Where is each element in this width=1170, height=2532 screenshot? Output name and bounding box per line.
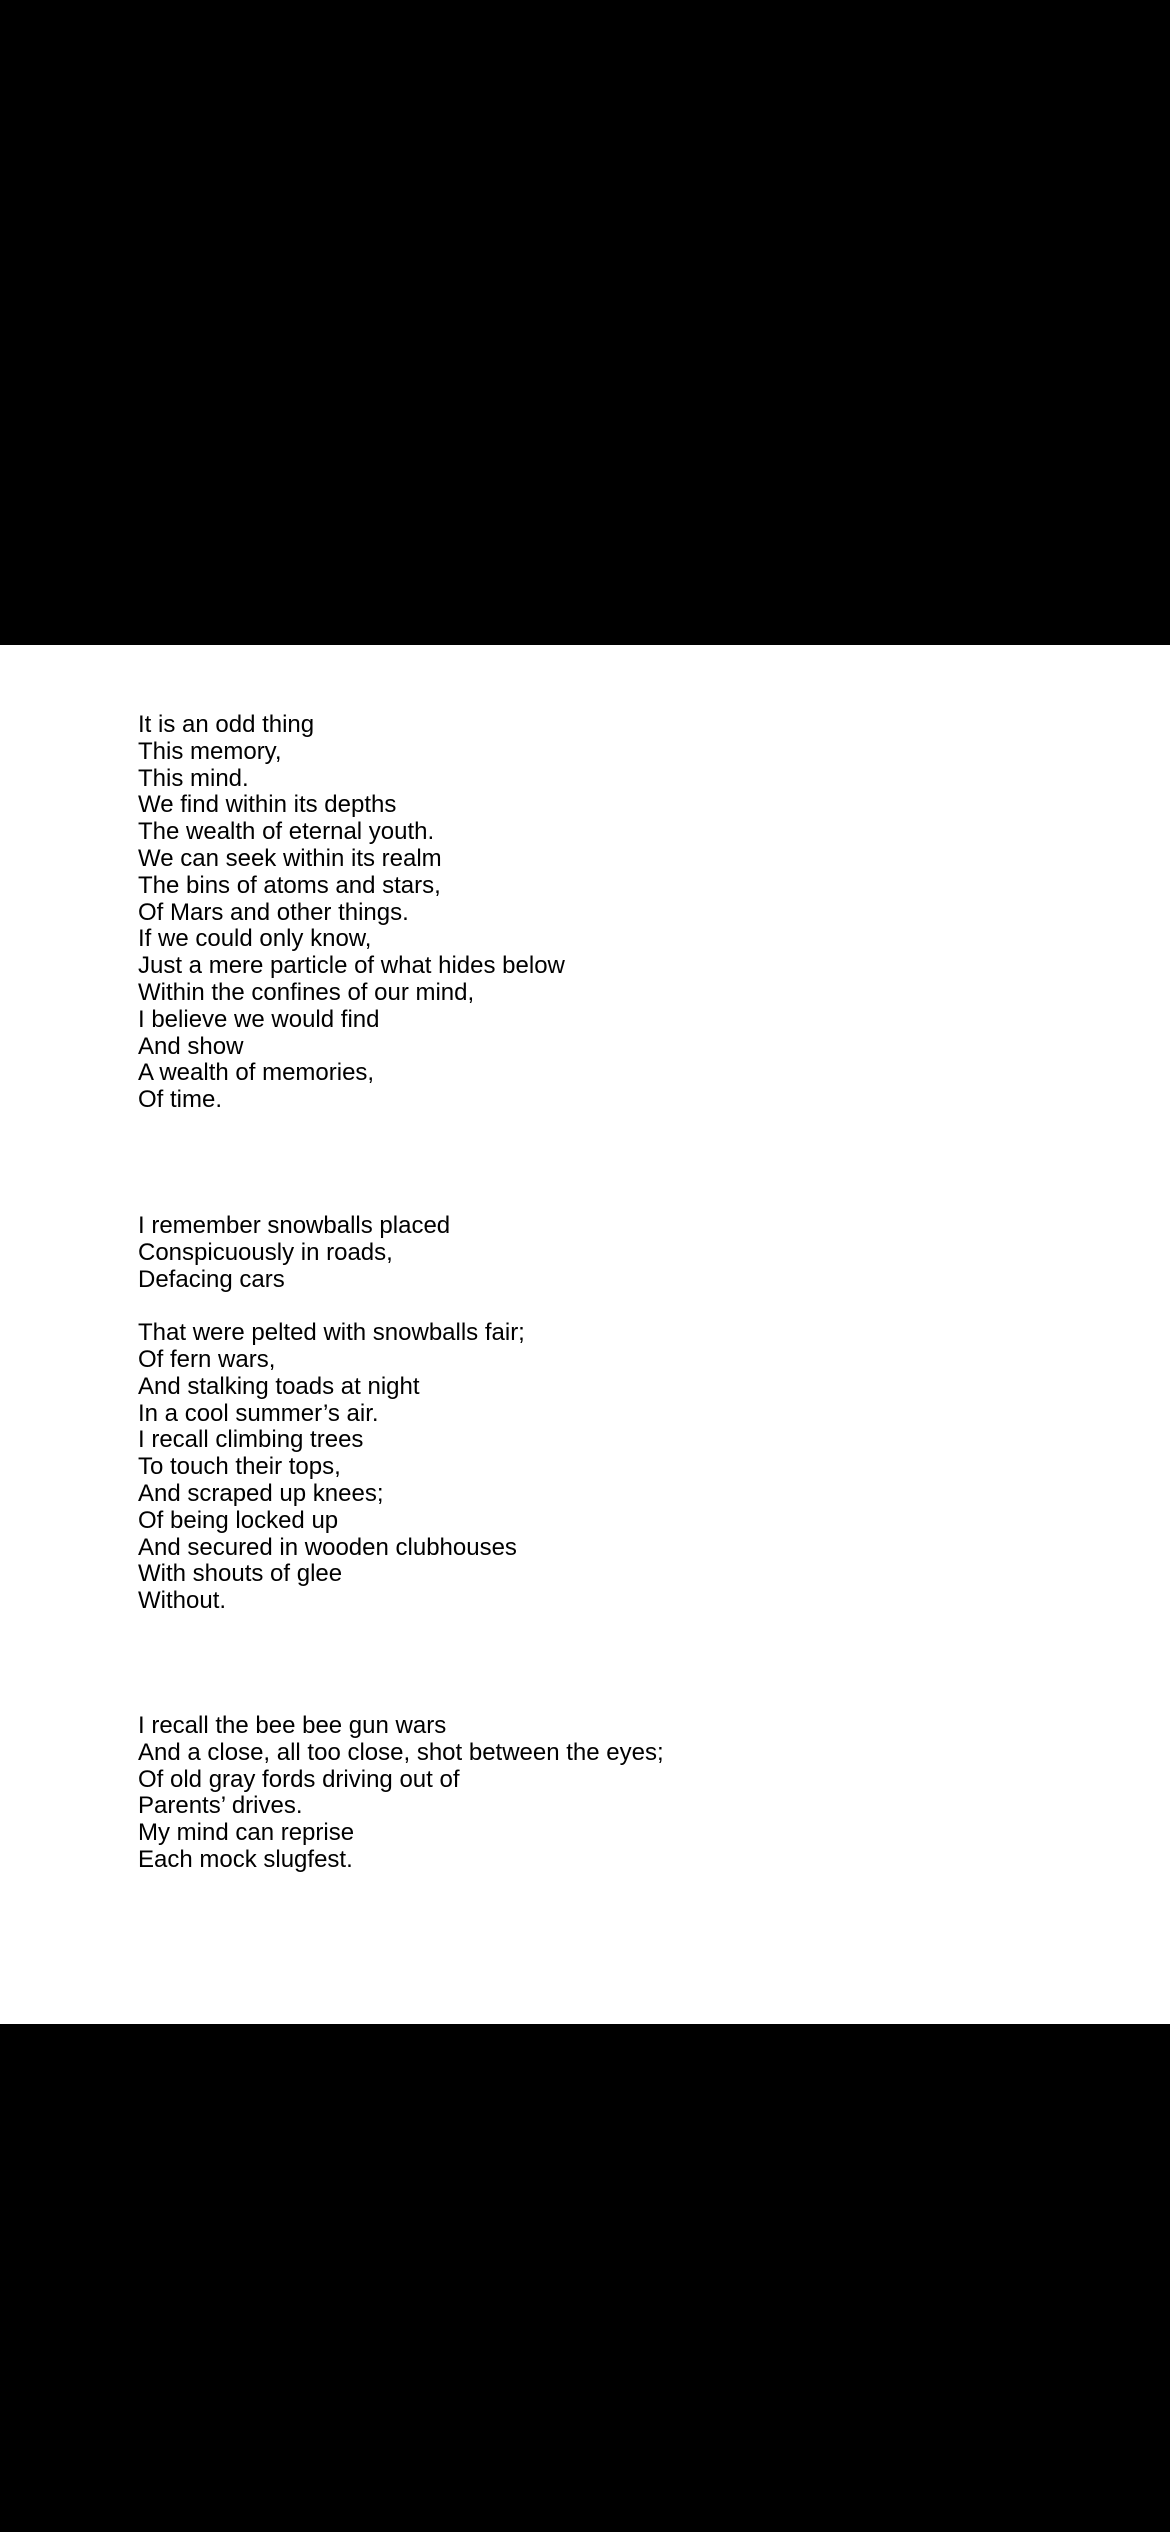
poem-line: And show bbox=[138, 1032, 244, 1060]
poem-line: That were pelted with snowballs fair; bbox=[138, 1319, 525, 1347]
poem-line: And stalking toads at night bbox=[138, 1372, 420, 1400]
poem-line: Within the confines of our mind, bbox=[138, 978, 475, 1006]
poem-line: I recall climbing trees bbox=[138, 1426, 364, 1454]
poem-line: I recall the bee bee gun wars bbox=[138, 1712, 447, 1739]
poem-line: Defacing cars bbox=[138, 1265, 285, 1293]
poem-line: Each mock slugfest. bbox=[138, 1845, 353, 1873]
poem-line: And a close, all too close, shot between the eyes; bbox=[138, 1738, 664, 1766]
poem-line: I believe we would find bbox=[138, 1005, 380, 1033]
poem-line: In a cool summer’s air. bbox=[138, 1399, 379, 1427]
poem-line: And scraped up knees; bbox=[138, 1479, 384, 1507]
poem-line: With shouts of glee bbox=[138, 1560, 343, 1588]
poem-line: This mind. bbox=[138, 764, 249, 792]
poem-line: To touch their tops, bbox=[138, 1453, 341, 1481]
poem-stanza-3 bbox=[138, 1713, 664, 1874]
poem-stanza-2 bbox=[138, 1213, 525, 1615]
poem-line: We find within its depths bbox=[138, 791, 397, 819]
poem-line: It is an odd thing bbox=[138, 711, 315, 738]
poem-line: A wealth of memories, bbox=[138, 1059, 375, 1087]
poem-stanza-1 bbox=[138, 712, 565, 1114]
poem-line: This memory, bbox=[138, 737, 282, 765]
poem-line: If we could only know, bbox=[138, 925, 372, 953]
letterbox-bottom bbox=[0, 2024, 1170, 2532]
poem-blank-line bbox=[138, 1293, 525, 1320]
poem-line: Of Mars and other things. bbox=[138, 898, 409, 926]
poem-line: Parents’ drives. bbox=[138, 1792, 303, 1820]
poem-line: Of being locked up bbox=[138, 1506, 339, 1534]
poem-line: Of old gray fords driving out of bbox=[138, 1765, 460, 1793]
poem-line: My mind can reprise bbox=[138, 1819, 355, 1847]
poem-line: I remember snowballs placed bbox=[138, 1212, 451, 1239]
poem-line: And secured in wooden clubhouses bbox=[138, 1533, 517, 1561]
poem-line: We can seek within its realm bbox=[138, 844, 442, 872]
poem-line: Of time. bbox=[138, 1086, 223, 1114]
letterbox-top bbox=[0, 0, 1170, 645]
poem-line: Of fern wars, bbox=[138, 1345, 276, 1373]
document-page bbox=[0, 645, 1170, 2024]
poem-line: Just a mere particle of what hides below bbox=[138, 952, 565, 980]
poem-line: The bins of atoms and stars, bbox=[138, 871, 441, 899]
poem-line: The wealth of eternal youth. bbox=[138, 818, 435, 846]
poem-line: Conspicuously in roads, bbox=[138, 1238, 393, 1266]
poem-line: Without. bbox=[138, 1587, 227, 1615]
